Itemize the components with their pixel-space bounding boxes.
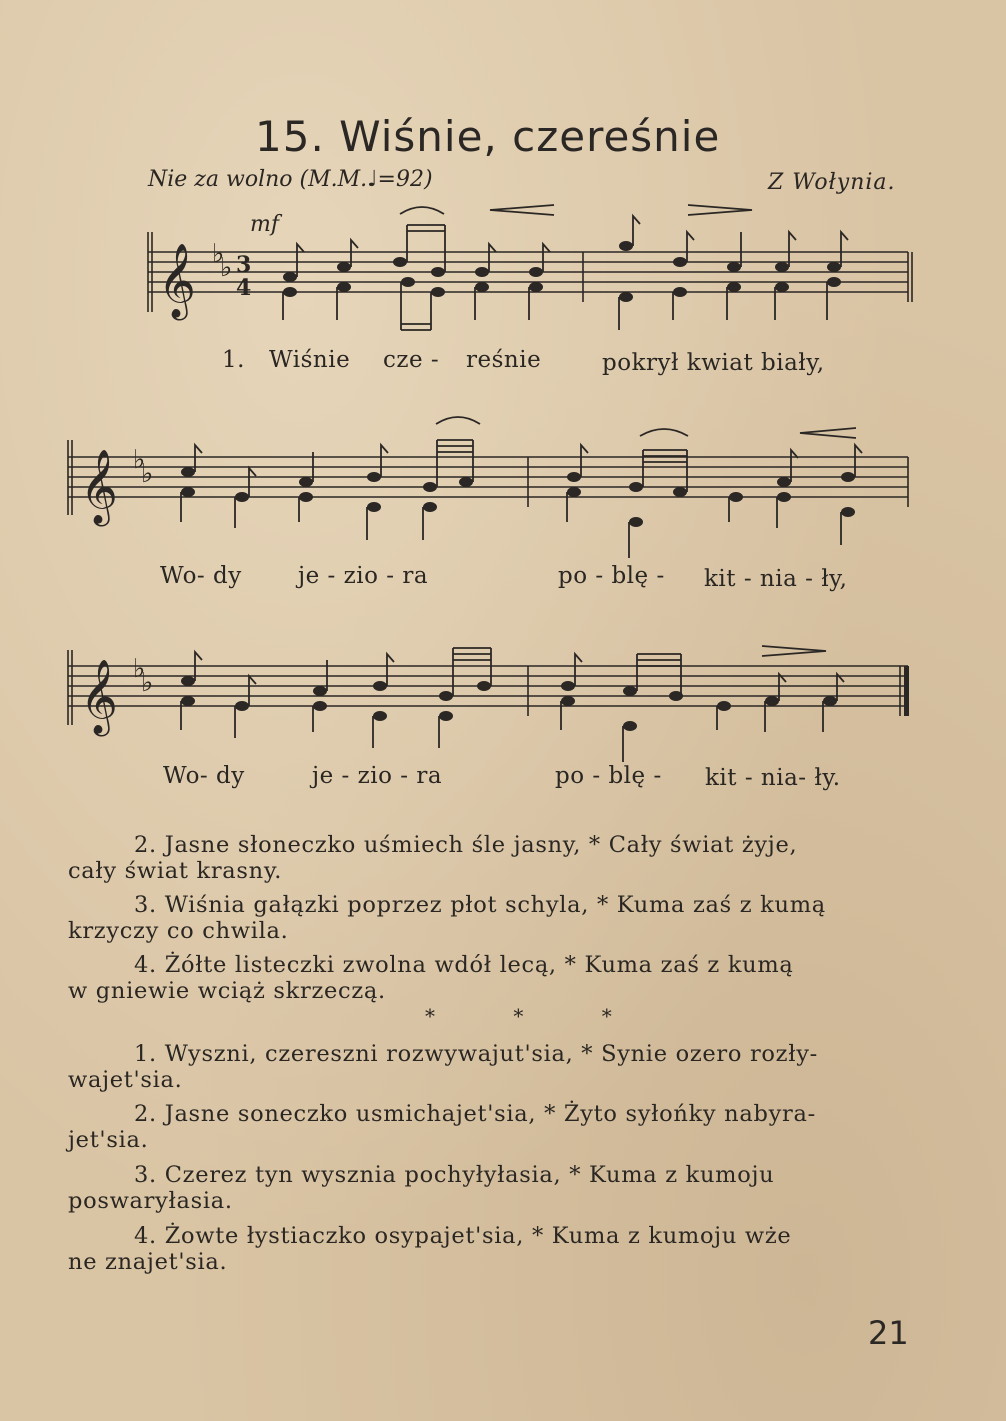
- flat-icon: ♭: [220, 253, 233, 283]
- flat-icon: ♭: [133, 654, 146, 684]
- stanza: [68, 832, 910, 884]
- lyric-syllable: Wiśnie: [269, 347, 351, 373]
- flat-icon: ♭: [133, 445, 146, 475]
- lyric-syllable: reśnie: [466, 347, 542, 373]
- stanza-continuation: w gniewie wciąż skrzeczą.: [68, 978, 386, 1004]
- stanza: [68, 952, 910, 1004]
- stanza-first-line: 3. Czerez tyn wysznia pochyłyłasia, * Kuma z kumoju: [134, 1162, 775, 1188]
- lyric-syllable: cze -: [383, 347, 440, 373]
- lyric-syllable: Wo- dy: [163, 763, 245, 789]
- stanza-first-line: 2. Jasne soneczko usmichajet'sia, * Żyto syłońky nabyra-: [134, 1101, 816, 1127]
- stanza-continuation: poswaryłasia.: [68, 1188, 233, 1214]
- treble-clef-icon: 𝄞: [80, 450, 118, 524]
- lyric-syllable: je - zio - ra: [312, 763, 443, 789]
- stanza-first-line: 3. Wiśnia gałązki poprzez płot schyla, * Kuma zaś z kumą: [134, 892, 826, 918]
- music-staff-1: [0, 190, 1006, 350]
- stanza-first-line: 4. Żółte listeczki zwolna wdół lecą, * Kuma zaś z kumą: [134, 952, 794, 978]
- music-staff-2: [0, 400, 1006, 570]
- stanza: [68, 1162, 910, 1214]
- stanza-continuation: cały świat krasny.: [68, 858, 283, 884]
- stanza-first-line: 4. Żowte łystiaczko osypajet'sia, * Kuma z kumoju wże: [134, 1223, 792, 1249]
- page-number: 21: [868, 1314, 909, 1352]
- time-signature-bottom: 4: [236, 275, 252, 301]
- section-separator: * * *: [425, 1004, 648, 1028]
- lyric-syllable: pokrył kwiat biały,: [602, 350, 825, 376]
- tempo-marking: [148, 167, 433, 192]
- quarter-note-icon: ♩: [367, 167, 378, 192]
- stanza-first-line: 1. Wyszni, czereszni rozwywajut'sia, * Synie ozero rozły-: [134, 1041, 818, 1067]
- treble-clef-icon: 𝄞: [80, 660, 118, 734]
- tempo-value: =92): [377, 167, 433, 192]
- lyric-syllable: po - blę -: [555, 763, 662, 789]
- flat-icon: ♭: [212, 239, 225, 269]
- stanza-continuation: wajet'sia.: [68, 1067, 183, 1093]
- tempo-prefix: Nie za wolno (M.M.: [148, 167, 368, 192]
- stanza: [68, 1101, 910, 1153]
- stanza-continuation: krzyczy co chwila.: [68, 918, 289, 944]
- stanza-first-line: 2. Jasne słoneczko uśmiech śle jasny, * Cały świat żyje,: [134, 832, 798, 858]
- flat-icon: ♭: [141, 668, 154, 698]
- dynamic-marking: mf: [250, 212, 280, 237]
- lyric-syllable: je - zio - ra: [298, 563, 429, 589]
- lyric-syllable: kit - nia - ły,: [704, 566, 848, 592]
- lyric-syllable: 1.: [222, 347, 245, 373]
- stanza: [68, 892, 910, 944]
- lyric-syllable: Wo- dy: [160, 563, 242, 589]
- treble-clef-icon: 𝄞: [158, 244, 196, 318]
- time-signature-top: 3: [236, 252, 252, 278]
- flat-icon: ♭: [141, 459, 154, 489]
- stanza-continuation: jet'sia.: [68, 1127, 149, 1153]
- stanza: [68, 1041, 910, 1093]
- song-origin: Z Wołynia.: [768, 170, 896, 195]
- final-barline: [904, 666, 909, 716]
- song-title: 15. Wiśnie, czereśnie: [255, 112, 721, 161]
- lyric-syllable: po - blę -: [558, 563, 665, 589]
- music-staff-3: [0, 620, 1006, 770]
- stanza: [68, 1223, 910, 1275]
- stanza-continuation: ne znajet'sia.: [68, 1249, 228, 1275]
- lyric-syllable: kit - nia- ły.: [705, 765, 841, 791]
